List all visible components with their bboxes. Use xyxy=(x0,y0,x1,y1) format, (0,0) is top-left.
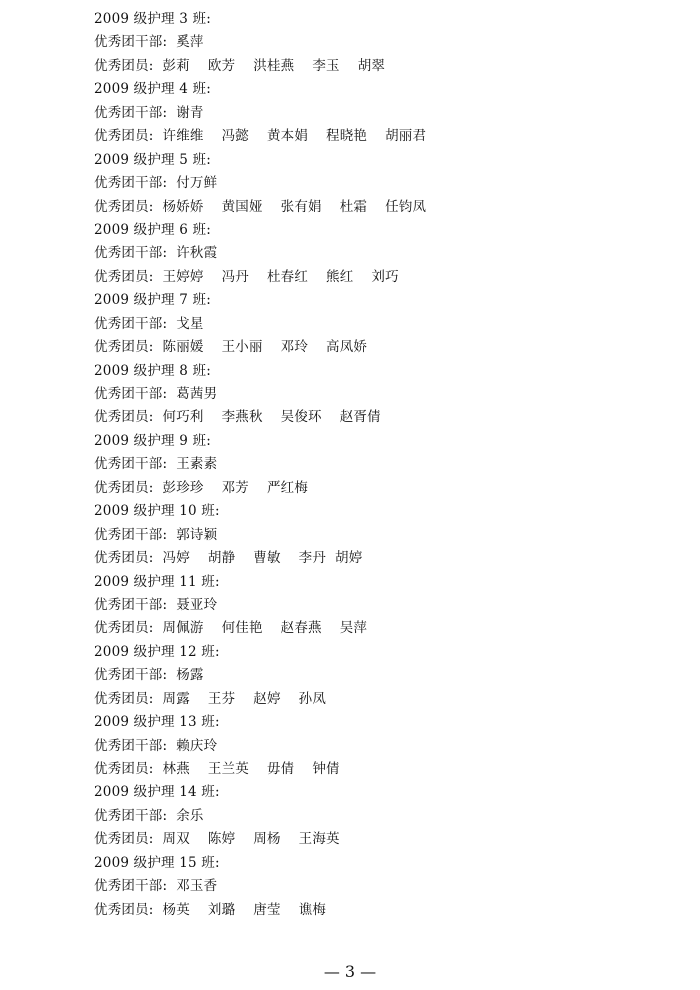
outstanding-cadre-line: 优秀团干部: 杨露 xyxy=(94,667,204,684)
outstanding-members-line: 优秀团员: 杨娇娇 黄国娅 张有娟 杜霜 任钧凤 xyxy=(94,198,427,215)
class-heading: 2009 级护理 7 班: xyxy=(94,292,211,309)
outstanding-members-line: 优秀团员: 周双 陈婷 周杨 王海英 xyxy=(94,831,340,848)
outstanding-cadre-line: 优秀团干部: 赖庆玲 xyxy=(94,737,218,754)
outstanding-members-line: 优秀团员: 许维维 冯懿 黄本娟 程晓艳 胡丽君 xyxy=(94,128,427,145)
outstanding-members-line: 优秀团员: 陈丽媛 王小丽 邓玲 高凤娇 xyxy=(94,339,368,356)
outstanding-cadre-line: 优秀团干部: 许秋霞 xyxy=(94,245,218,262)
class-heading: 2009 级护理 3 班: xyxy=(94,11,211,27)
outstanding-members-line: 优秀团员: 何巧利 李燕秋 吴俊环 赵胥倩 xyxy=(94,409,381,426)
outstanding-members-line: 优秀团员: 林燕 王兰英 毋倩 钟倩 xyxy=(94,761,340,777)
outstanding-cadre-line: 优秀团干部: 付万鲜 xyxy=(94,175,218,192)
outstanding-members-line: 优秀团员: 冯婷 胡静 曹敏 李丹 胡婷 xyxy=(94,550,363,567)
outstanding-cadre-line: 优秀团干部: 王素素 xyxy=(94,456,218,473)
class-heading: 2009 级护理 8 班: xyxy=(94,362,211,379)
outstanding-members-line: 优秀团员: 周佩游 何佳艳 赵春燕 吴萍 xyxy=(94,620,368,637)
outstanding-members-line: 优秀团员: 王婷婷 冯丹 杜春红 熊红 刘巧 xyxy=(94,268,399,285)
outstanding-members-line: 优秀团员: 彭莉 欧芳 洪桂燕 李玉 胡翠 xyxy=(94,57,386,74)
class-heading: 2009 级护理 11 班: xyxy=(94,573,220,590)
class-heading: 2009 级护理 4 班: xyxy=(94,81,211,98)
outstanding-cadre-line: 优秀团干部: 郭诗颖 xyxy=(94,526,218,543)
outstanding-cadre-line: 优秀团干部: 谢青 xyxy=(94,104,204,121)
class-heading: 2009 级护理 6 班: xyxy=(94,221,211,238)
outstanding-cadre-line: 优秀团干部: 葛茜男 xyxy=(94,386,218,402)
class-heading: 2009 级护理 5 班: xyxy=(94,151,211,168)
outstanding-cadre-line: 优秀团干部: 奚萍 xyxy=(94,34,204,51)
outstanding-members-line: 优秀团员: 周露 王芬 赵婷 孙凤 xyxy=(94,690,327,707)
outstanding-members-line: 优秀团员: 杨英 刘璐 唐莹 谯梅 xyxy=(94,901,327,918)
page-number: — 3 — xyxy=(323,962,377,981)
class-heading: 2009 级护理 14 班: xyxy=(94,784,220,801)
document-body xyxy=(94,8,654,922)
outstanding-members-line: 优秀团员: 彭珍珍 邓芳 严红梅 xyxy=(94,479,309,496)
class-heading: 2009 级护理 10 班: xyxy=(94,503,220,520)
outstanding-cadre-line: 优秀团干部: 戈星 xyxy=(94,315,204,332)
outstanding-cadre-line: 优秀团干部: 聂亚玲 xyxy=(94,596,218,613)
outstanding-cadre-line: 优秀团干部: 余乐 xyxy=(94,807,204,824)
class-heading: 2009 级护理 13 班: xyxy=(94,714,220,731)
class-heading: 2009 级护理 15 班: xyxy=(94,854,220,871)
class-heading: 2009 级护理 9 班: xyxy=(94,432,211,449)
outstanding-cadre-line: 优秀团干部: 邓玉香 xyxy=(94,878,218,895)
class-heading: 2009 级护理 12 班: xyxy=(94,643,220,660)
